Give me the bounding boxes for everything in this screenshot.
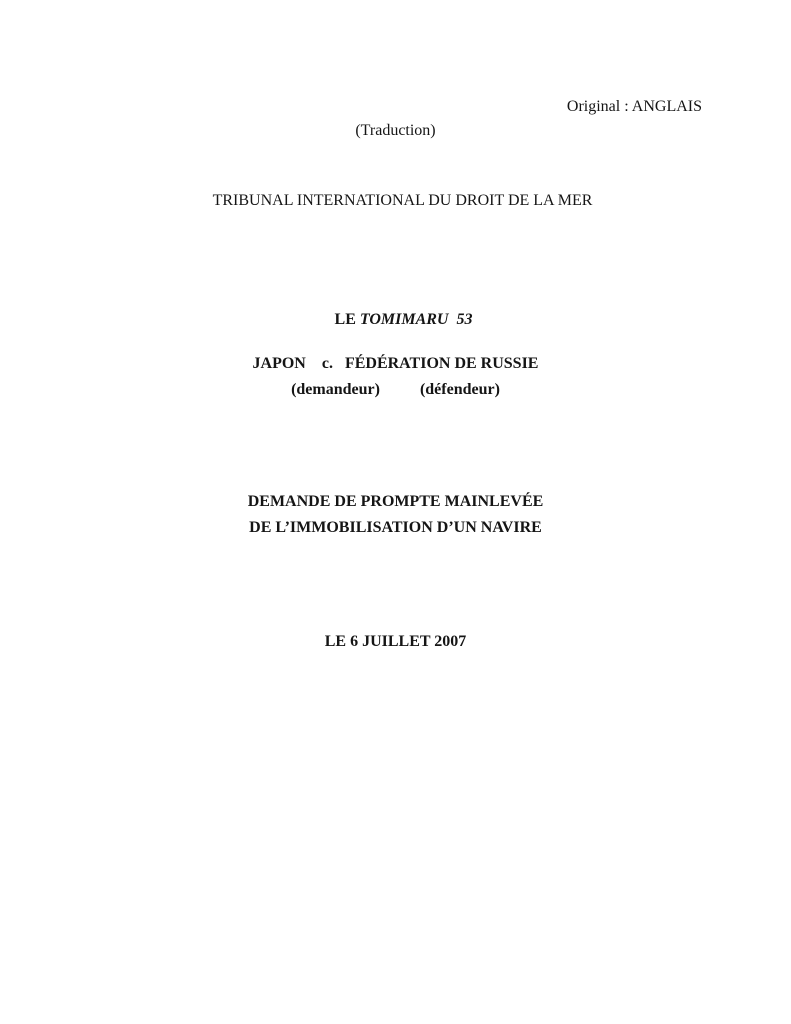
subject-line-1: DEMANDE DE PROMPTE MAINLEVÉE (247, 493, 544, 510)
subject-line-2: DE L’IMMOBILISATION D’UN NAVIRE (249, 519, 542, 536)
parties-section (0, 351, 791, 403)
subject-section (0, 489, 791, 541)
case-title-article: LE (334, 311, 360, 328)
original-language-note: Original : ANGLAIS (566, 98, 702, 115)
case-title-vessel-name: TOMIMARU (359, 311, 449, 328)
party-roles-line: (demandeur) (défendeur) (291, 381, 500, 398)
tribunal-title: TRIBUNAL INTERNATIONAL DU DROIT DE LA MER (212, 192, 593, 209)
parties-line: JAPON c. FÉDÉRATION DE RUSSIE (252, 355, 539, 372)
case-title-number: 53 (448, 311, 473, 328)
document-date: LE 6 JUILLET 2007 (324, 633, 467, 650)
translation-note: (Traduction) (355, 122, 436, 139)
case-title (0, 281, 791, 359)
